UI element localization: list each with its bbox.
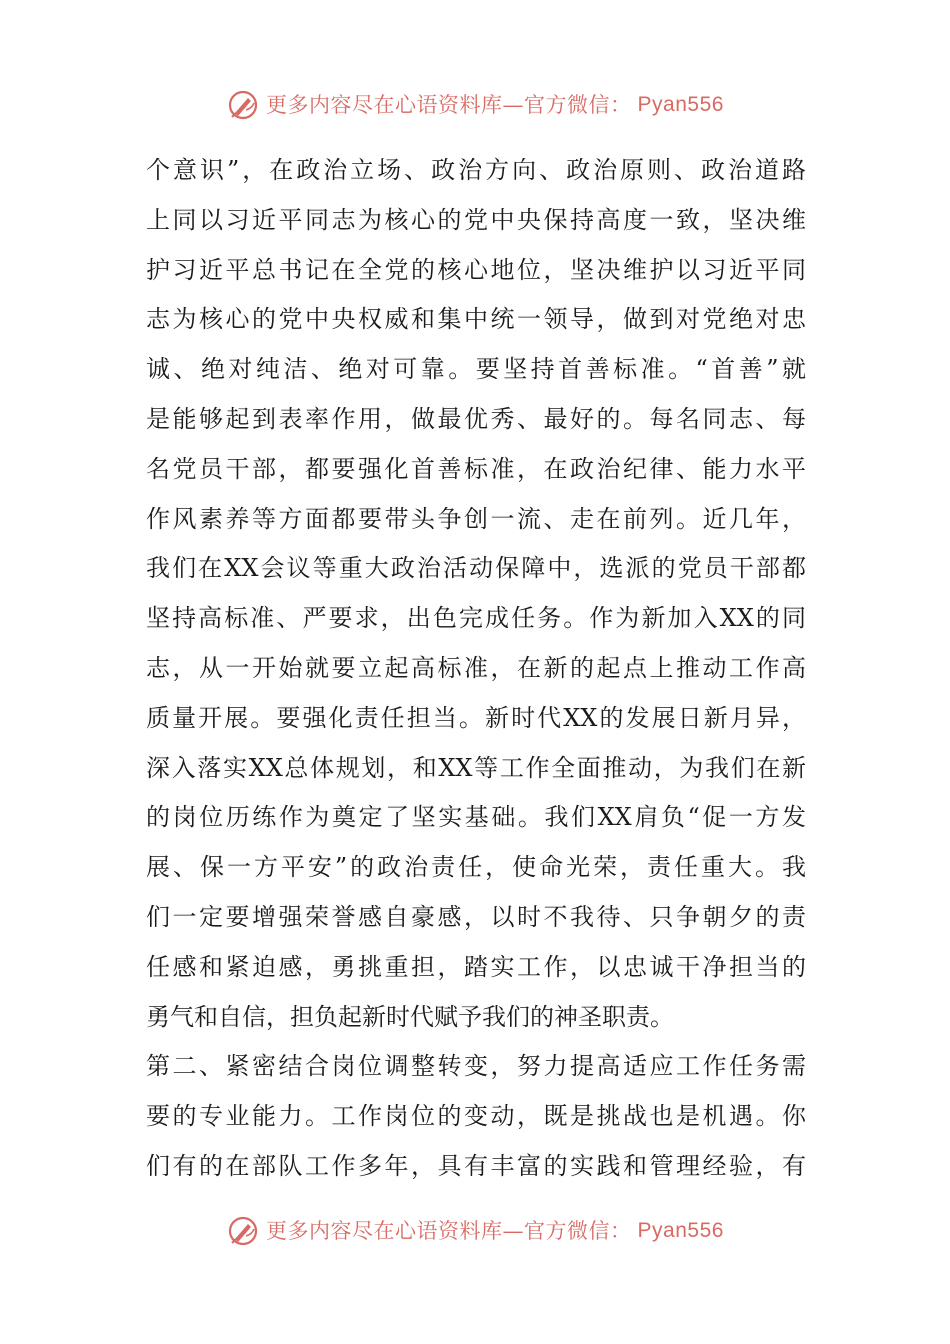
text-line: 个意识”，在政治立场、政治方向、政治原则、政治道路 <box>146 156 806 184</box>
watermark-text: 更多内容尽在心语资料库—官方微信： <box>266 93 632 117</box>
text-line: 我们在XX会议等重大政治活动保障中，选派的党员干部都 <box>146 554 806 583</box>
watermark-wechat-id: Pyan556 <box>637 93 724 116</box>
pen-logo-icon <box>226 88 260 122</box>
paragraph-last-line: 勇气和自信，担负起新时代赋予我们的神圣职责。 <box>146 1002 674 1031</box>
text-line: 们有的在部队工作多年，具有丰富的实践和管理经验，有 <box>146 1151 806 1180</box>
text-line: 要的专业能力。工作岗位的变动，既是挑战也是机遇。你 <box>146 1102 806 1131</box>
watermark-wechat-id: Pyan556 <box>637 1219 724 1242</box>
text-line: 任感和紧迫感，勇挑重担，踏实工作，以忠诚干净担当的 <box>146 952 806 981</box>
text-line: 们一定要增强荣誉感自豪感，以时不我待、只争朝夕的责 <box>146 902 806 931</box>
text-line: 展、保一方平安”的政治责任，使命光荣，责任重大。我 <box>146 853 806 882</box>
text-line: 深入落实XX总体规划，和XX等工作全面推动，为我们在新 <box>146 753 806 782</box>
text-line: 的岗位历练作为奠定了坚实基础。我们XX肩负“促一方发 <box>146 803 806 832</box>
text-line: 诚、绝对纯洁、绝对可靠。要坚持首善标准。“首善”就 <box>146 355 806 384</box>
text-line: 坚持高标准、严要求，出色完成任务。作为新加入XX的同 <box>146 604 806 633</box>
text-line: 志为核心的党中央权威和集中统一领导，做到对党绝对忠 <box>146 305 806 334</box>
text-line: 上同以习近平同志为核心的党中央保持高度一致，坚决维 <box>146 205 806 234</box>
watermark-text: 更多内容尽在心语资料库—官方微信： <box>266 1219 632 1243</box>
header-watermark <box>0 88 950 122</box>
text-line: 是能够起到表率作用，做最优秀、最好的。每名同志、每 <box>146 404 806 433</box>
text-line: 护习近平总书记在全党的核心地位，坚决维护以习近平同 <box>146 255 806 284</box>
pen-logo-icon <box>226 1214 260 1248</box>
document-body <box>146 146 806 1192</box>
text-line: 志，从一开始就要立起高标准，在新的起点上推动工作高 <box>146 653 806 682</box>
text-line: 名党员干部，都要强化首善标准，在政治纪律、能力水平 <box>146 454 806 483</box>
footer-watermark <box>0 1214 950 1248</box>
text-line: 质量开展。要强化责任担当。新时代XX的发展日新月异， <box>146 703 806 732</box>
text-line: 作风素养等方面都要带头争创一流、走在前列。近几年， <box>146 504 806 533</box>
text-line: 第二、紧密结合岗位调整转变，努力提高适应工作任务需 <box>146 1052 806 1081</box>
